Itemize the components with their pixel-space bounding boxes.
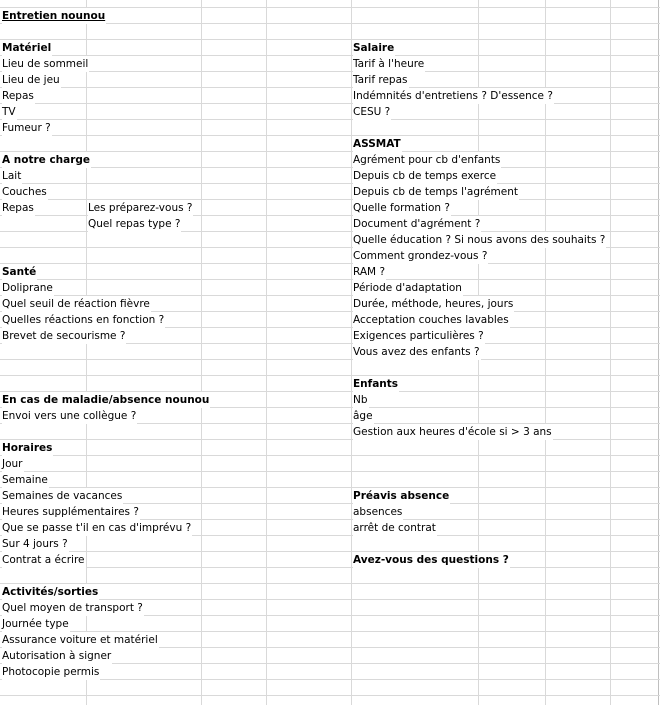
row-gridline <box>0 439 660 440</box>
cell-e15[interactable]: Quelle éducation ? Si nous avons des souhaits ? <box>353 234 606 246</box>
cell-e26[interactable]: âge <box>353 410 373 422</box>
row-gridline <box>0 263 660 264</box>
cell-a5[interactable]: Lieu de jeu <box>2 74 60 86</box>
cell-a37[interactable]: Activités/sorties <box>2 586 99 598</box>
cell-e12[interactable]: Depuis cb de temps l'agrément <box>353 186 519 198</box>
row-gridline <box>0 167 660 168</box>
cell-a20[interactable]: Quelles réactions en fonction ? <box>2 314 165 326</box>
cell-a6[interactable]: Repas <box>2 90 34 102</box>
cell-e19[interactable]: Durée, méthode, heures, jours <box>353 298 514 310</box>
cell-e18[interactable]: Période d'adaptation <box>353 282 462 294</box>
cell-a7[interactable]: TV <box>2 106 16 118</box>
cell-a29[interactable]: Jour <box>2 458 23 470</box>
cell-a1[interactable]: Entretien nounou <box>2 10 106 22</box>
cell-a35[interactable]: Contrat a écrire <box>2 554 85 566</box>
row-gridline <box>0 471 660 472</box>
cell-e32[interactable]: absences <box>353 506 403 518</box>
cell-a41[interactable]: Autorisation à signer <box>2 650 112 662</box>
row-gridline <box>0 119 660 120</box>
cell-a34[interactable]: Sur 4 jours ? <box>2 538 68 550</box>
cell-e13[interactable]: Quelle formation ? <box>353 202 450 214</box>
cell-b13[interactable]: Les préparez-vous ? <box>88 202 193 214</box>
cell-a18[interactable]: Doliprane <box>2 282 53 294</box>
cell-e3[interactable]: Salaire <box>353 42 395 54</box>
cell-e9[interactable]: ASSMAT <box>353 138 401 150</box>
cell-a13[interactable]: Repas <box>2 202 34 214</box>
cell-e25[interactable]: Nb <box>353 394 368 406</box>
cell-a21[interactable]: Brevet de secourisme ? <box>2 330 126 342</box>
cell-e20[interactable]: Acceptation couches lavables <box>353 314 509 326</box>
row-gridline <box>0 103 660 104</box>
cell-a31[interactable]: Semaines de vacances <box>2 490 123 502</box>
row-gridline <box>0 151 660 152</box>
cell-a33[interactable]: Que se passe t'il en cas d'imprévu ? <box>2 522 192 534</box>
cell-e22[interactable]: Vous avez des enfants ? <box>353 346 480 358</box>
cell-a8[interactable]: Fumeur ? <box>2 122 51 134</box>
cell-e10[interactable]: Agrément pour cb d'enfants <box>353 154 501 166</box>
cell-e5[interactable]: Tarif repas <box>353 74 408 86</box>
cell-e11[interactable]: Depuis cb de temps exerce <box>353 170 497 182</box>
cell-e14[interactable]: Document d'agrément ? <box>353 218 481 230</box>
cell-e27[interactable]: Gestion aux heures d'école si > 3 ans <box>353 426 552 438</box>
cell-a11[interactable]: Lait <box>2 170 22 182</box>
cell-e24[interactable]: Enfants <box>353 378 399 390</box>
cell-a38[interactable]: Quel moyen de transport ? <box>2 602 143 614</box>
row-gridline <box>0 183 660 184</box>
row-gridline <box>0 359 660 360</box>
row-gridline <box>0 39 660 40</box>
cell-e31[interactable]: Préavis absence <box>353 490 450 502</box>
cell-e17[interactable]: RAM ? <box>353 266 386 278</box>
cell-a25[interactable]: En cas de maladie/absence nounou <box>2 394 210 406</box>
cell-b14[interactable]: Quel repas type ? <box>88 218 181 230</box>
row-gridline <box>0 71 660 72</box>
cell-a3[interactable]: Matériel <box>2 42 52 54</box>
cell-a17[interactable]: Santé <box>2 266 37 278</box>
row-gridline <box>0 695 660 696</box>
cell-e21[interactable]: Exigences particulières ? <box>353 330 484 342</box>
row-gridline <box>0 455 660 456</box>
cell-e33[interactable]: arrêt de contrat <box>353 522 436 534</box>
cell-a42[interactable]: Photocopie permis <box>2 666 100 678</box>
cell-a10[interactable]: A notre charge <box>2 154 91 166</box>
cell-a40[interactable]: Assurance voiture et matériel <box>2 634 158 646</box>
cell-a26[interactable]: Envoi vers une collègue ? <box>2 410 137 422</box>
row-gridline <box>0 551 660 552</box>
row-gridline <box>0 135 660 136</box>
cell-a12[interactable]: Couches <box>2 186 47 198</box>
cell-e6[interactable]: Indémnités d'entretiens ? D'essence ? <box>353 90 553 102</box>
cell-e16[interactable]: Comment grondez-vous ? <box>353 250 488 262</box>
row-gridline <box>0 55 660 56</box>
cell-e4[interactable]: Tarif à l'heure <box>353 58 425 70</box>
cell-e35[interactable]: Avez-vous des questions ? <box>353 554 509 566</box>
cell-e7[interactable]: CESU ? <box>353 106 391 118</box>
cell-a32[interactable]: Heures supplémentaires ? <box>2 506 139 518</box>
cell-a28[interactable]: Horaires <box>2 442 53 454</box>
cell-a39[interactable]: Journée type <box>2 618 69 630</box>
cell-a30[interactable]: Semaine <box>2 474 48 486</box>
row-gridline <box>0 279 660 280</box>
cell-a4[interactable]: Lieu de sommeil <box>2 58 89 70</box>
row-gridline <box>0 375 660 376</box>
row-gridline <box>0 87 660 88</box>
row-gridline <box>0 567 660 568</box>
cell-a19[interactable]: Quel seuil de réaction fièvre <box>2 298 150 310</box>
